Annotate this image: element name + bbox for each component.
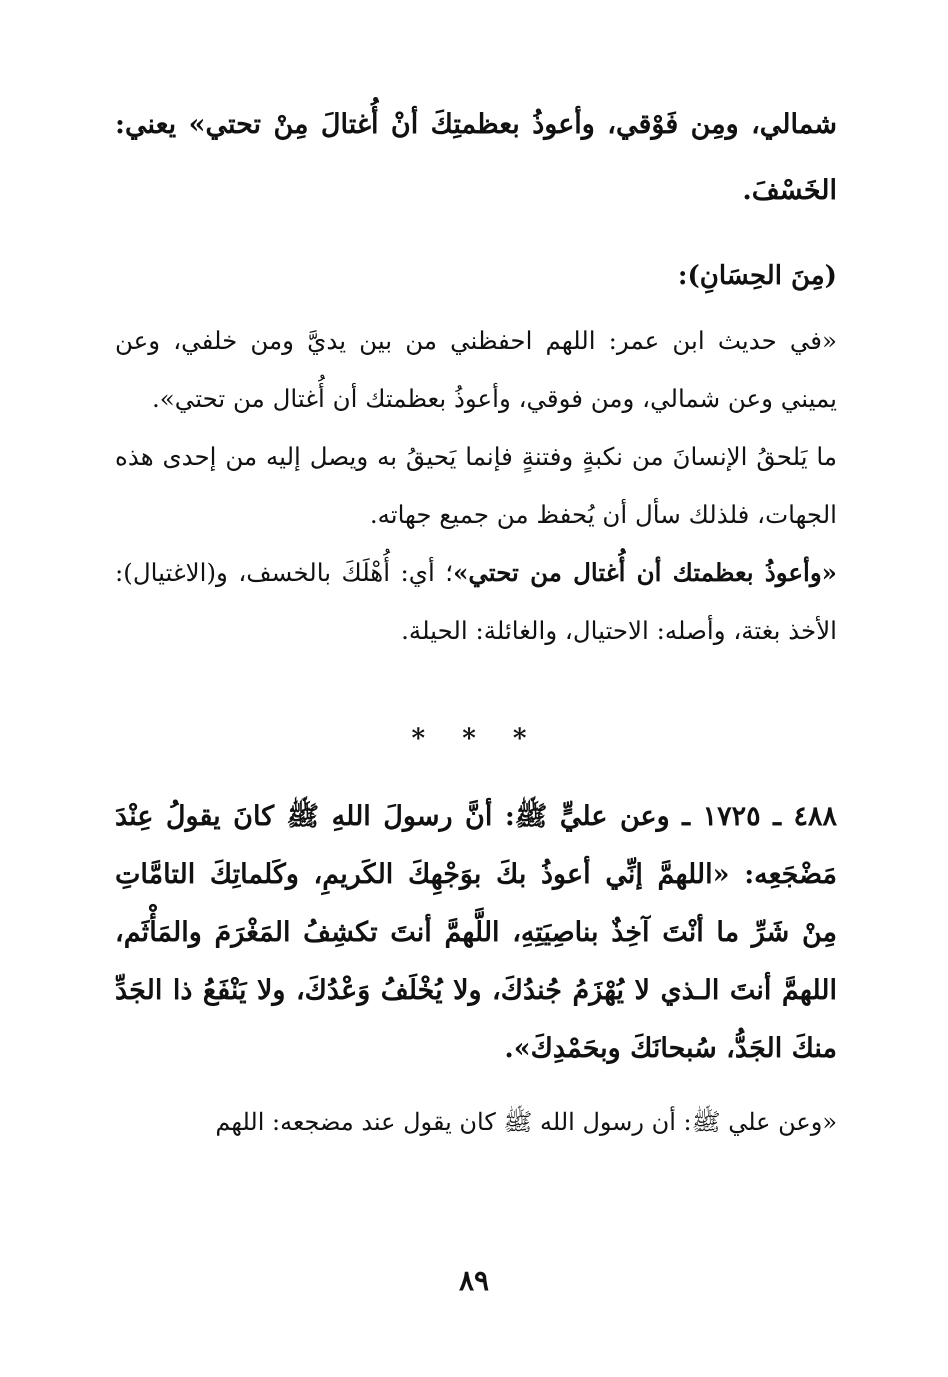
commentary-explanation-2	[115, 544, 837, 660]
continued-hadith-text: شمالي، ومِن فَوْقي، وأعوذُ بعظمتِكَ أنْ أُغتالَ مِنْ تحتي» يعني: الخَسْفَ.	[115, 109, 837, 206]
page-number: ٨٩	[458, 1264, 490, 1297]
hadith-text: ٤٨٨ ـ ١٧٢٥ ـ وعن عليٍّ ﷺ: أنَّ رسولَ اللهِ ﷺ كانَ يقولُ عِنْدَ مَضْجَعِه: «اللهمَّ إنِّي أعوذُ بكَ بوَجْهِكَ الكَريمِ، وكَلماتِكَ التامَّاتِ مِنْ شَرِّ ما أنْتَ آخِذٌ بناصِيَتِهِ، اللَّهمَّ أنتَ تكشِفُ المَغْرَمَ والمَأْثَم، اللهمَّ أنتَ الـذي لا يُهْزَمُ جُندُكَ، ولا يُخْلَفُ وَعْدُكَ، ولا يَنْفَعُ ذا الجَدِّ منكَ الجَدُّ، سُبحانَكَ وبحَمْدِكَ».	[115, 801, 837, 1064]
explanation-rest: ؛ أي: أُهْلَكَ بالخسف، و(الاغتيال): الأخذ بغتة، وأصله: الاحتيال، والغائلة: الحيلة.	[115, 558, 837, 645]
quoted-phrase: «وأعوذُ بعظمتك أن أُغتال من تحتي»	[453, 558, 837, 587]
commentary-explanation: ما يَلحقُ الإنسانَ من نكبةٍ وفتنةٍ فإنما يَحيقُ به ويصل إليه من إحدى هذه الجهات، فلذلك سأل أن يُحفظ من جميع جهاته.	[115, 442, 837, 529]
commentary-quote: «في حديث ابن عمر: اللهم احفظني من بين يديَّ ومن خلفي، وعن يميني وعن شمالي، ومن فوقي، وأعوذُ بعظمتك أن أُغتال من تحتي».	[115, 326, 837, 413]
section-separator: * * *	[411, 724, 541, 754]
commentary-start: «وعن علي ﷺ: أن رسول الله ﷺ كان يقول عند مضجعه: اللهم	[215, 1108, 837, 1136]
section-heading: (مِنَ الحِسَانِ):	[677, 261, 837, 291]
page-body	[115, 92, 837, 1342]
